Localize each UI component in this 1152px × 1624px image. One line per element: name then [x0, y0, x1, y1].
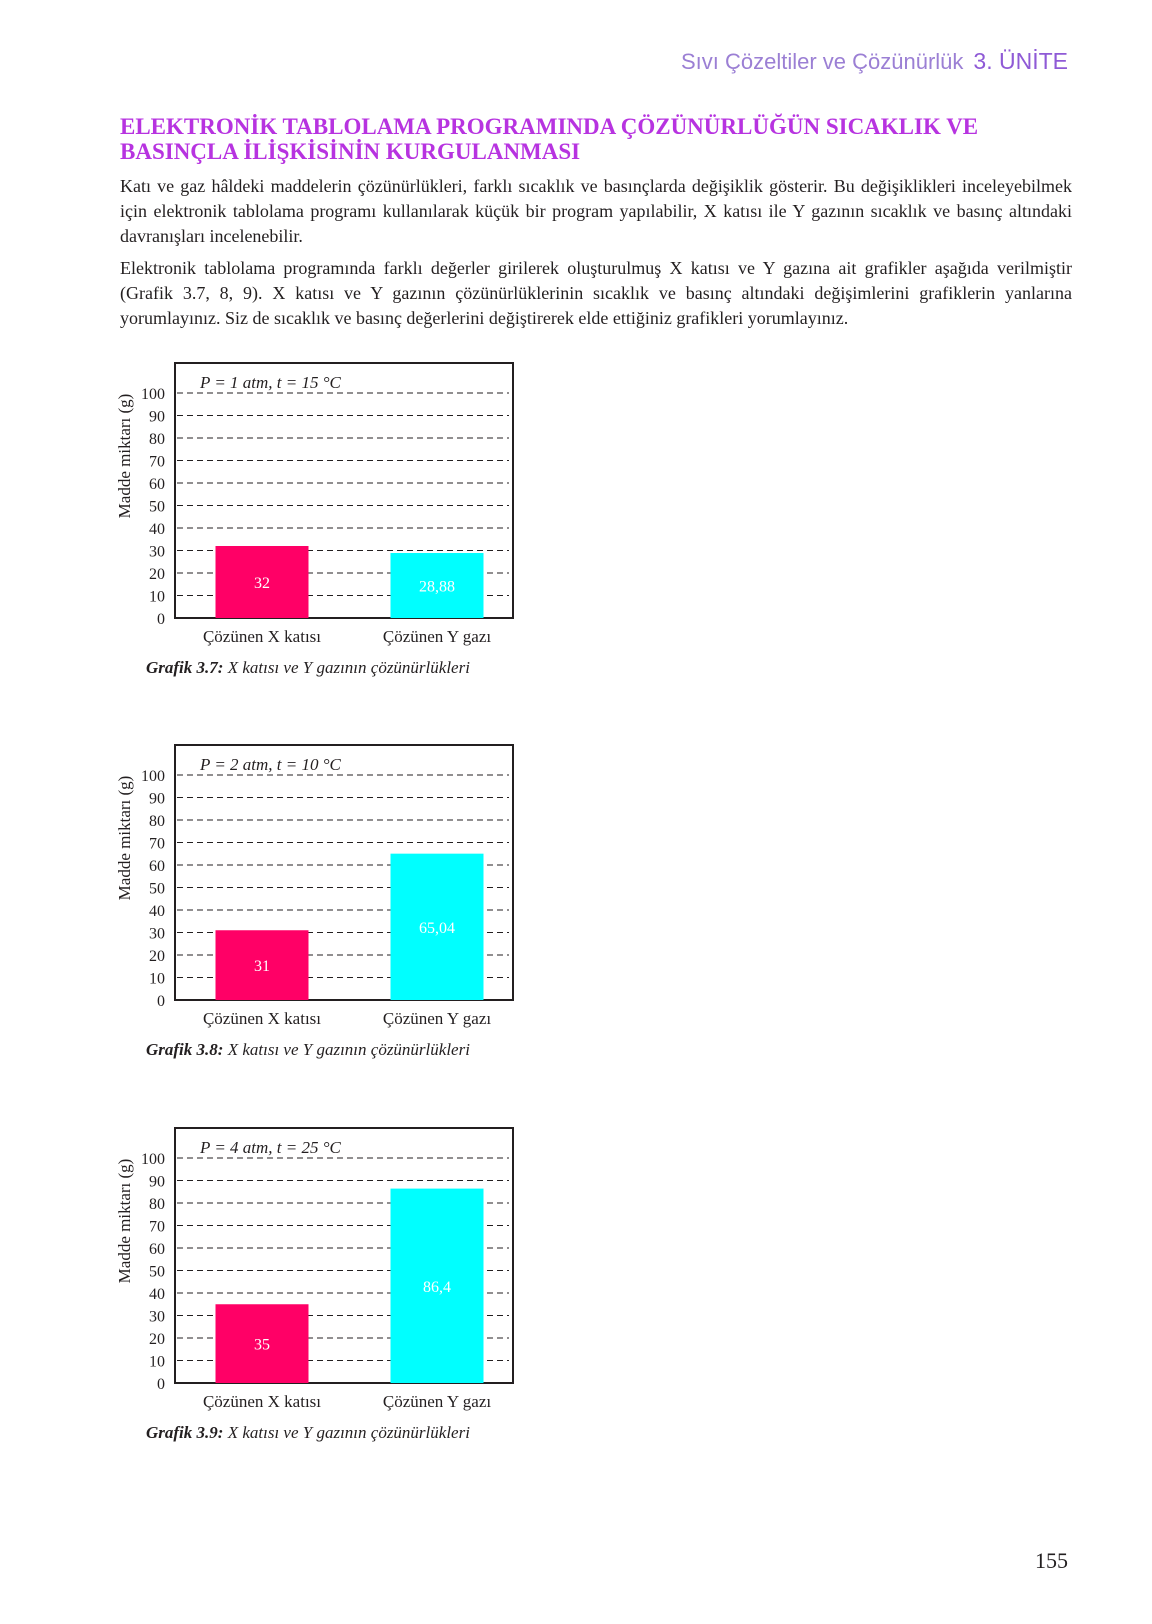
y-tick-label: 70: [149, 453, 165, 471]
x-tick-label: Çözünen Y gazı: [382, 1392, 492, 1411]
y-tick-label: 40: [149, 521, 165, 538]
x-tick-label: Çözünen X katısı: [202, 1009, 322, 1028]
y-tick-label: 0: [157, 993, 165, 1010]
bar-chart-3-8: [110, 738, 540, 1078]
data-label: 31: [254, 958, 270, 976]
chart-title: P = 4 atm, t = 25 °C: [200, 1138, 341, 1157]
y-tick-label: 0: [157, 611, 165, 628]
bar-chart-3-9: [110, 1121, 540, 1461]
y-axis-label: Madde miktarı (g): [115, 775, 134, 901]
x-tick-label: Çözünen Y gazı: [382, 627, 492, 646]
y-axis-label: Madde miktarı (g): [115, 1158, 134, 1284]
y-tick-label: 70: [149, 835, 165, 853]
y-tick-label: 60: [149, 1241, 165, 1258]
y-tick-label: 0: [157, 1376, 165, 1393]
chart-caption-3-8: [146, 1040, 470, 1060]
instruction-paragraph: Elektronik tablolama programında farklı değerler girilerek oluşturulmuş X katısı ve Y gazına ait grafikler aşağıda verilmiştir (Grafik 3.7, 8, 9). X katısı ve Y gazının çözünürlüklerinin sıcaklık ve basınç altındaki değişimlerini grafiklerin yanlarına yorumlayınız. Siz de sıcaklık ve basınç değerlerini değiştirerek elde ettiğiniz grafikleri yorumlayınız.: [120, 258, 1072, 328]
caption-label: Grafik 3.8:: [146, 1040, 224, 1059]
caption-label: Grafik 3.7:: [146, 658, 224, 677]
y-tick-label: 30: [149, 1308, 165, 1326]
y-tick-label: 80: [149, 431, 165, 448]
y-tick-label: 40: [149, 903, 165, 920]
data-label: 28,88: [419, 578, 455, 596]
x-tick-label: Çözünen X katısı: [202, 627, 322, 646]
y-tick-label: 50: [149, 498, 165, 516]
data-label: 86,4: [423, 1278, 451, 1296]
y-tick-label: 10: [149, 970, 165, 988]
caption-text: X katısı ve Y gazının çözünürlükleri: [227, 1423, 470, 1442]
chart-caption-3-7: [146, 658, 470, 678]
page-number: 155: [1035, 1548, 1068, 1573]
y-tick-label: 30: [149, 925, 165, 943]
intro-paragraph: Katı ve gaz hâldeki maddelerin çözünürlükleri, farklı sıcaklık ve basınçlarda değişiklik gösterir. Bu değişiklikleri inceleyebilmek için elektronik tablolama programı kullanılarak küçük bir program yapılabilir, X katısı ile Y gazının sıcaklık ve basınç altındaki davranışları incelenebilir.: [120, 176, 1072, 246]
y-tick-label: 100: [141, 386, 165, 403]
y-tick-label: 30: [149, 543, 165, 561]
y-tick-label: 50: [149, 880, 165, 898]
y-tick-label: 80: [149, 813, 165, 830]
caption-text: X katısı ve Y gazının çözünürlükleri: [227, 658, 470, 677]
data-label: 65,04: [419, 919, 455, 937]
y-tick-label: 60: [149, 858, 165, 875]
caption-text: X katısı ve Y gazının çözünürlükleri: [227, 1040, 470, 1059]
y-axis-label: Madde miktarı (g): [115, 393, 134, 519]
chart-title: P = 2 atm, t = 10 °C: [200, 755, 341, 774]
y-tick-label: 90: [149, 790, 165, 808]
section-title: ELEKTRONİK TABLOLAMA PROGRAMINDA ÇÖZÜNÜRLÜĞÜN SICAKLIK VE BASINÇLA İLİŞKİSİNİN KURGULANMASI: [120, 114, 979, 164]
y-tick-label: 50: [149, 1263, 165, 1281]
unit-label: 3. ÜNİTE: [973, 48, 1068, 74]
chart-title: P = 1 atm, t = 15 °C: [200, 373, 341, 392]
y-tick-label: 90: [149, 1173, 165, 1191]
bar-chart-3-7: [110, 356, 540, 696]
y-tick-label: 20: [149, 948, 165, 965]
y-tick-label: 90: [149, 408, 165, 426]
y-tick-label: 60: [149, 476, 165, 493]
y-tick-label: 10: [149, 588, 165, 606]
caption-label: Grafik 3.9:: [146, 1423, 224, 1442]
y-tick-label: 100: [141, 768, 165, 785]
y-tick-label: 20: [149, 1331, 165, 1348]
y-tick-label: 10: [149, 1353, 165, 1371]
chart-caption-3-9: [146, 1423, 470, 1443]
running-header: [681, 48, 1068, 75]
y-tick-label: 70: [149, 1218, 165, 1236]
x-tick-label: Çözünen Y gazı: [382, 1009, 492, 1028]
data-label: 35: [254, 1336, 270, 1354]
x-tick-label: Çözünen X katısı: [202, 1392, 322, 1411]
y-tick-label: 100: [141, 1151, 165, 1168]
y-tick-label: 80: [149, 1196, 165, 1213]
y-tick-label: 20: [149, 566, 165, 583]
y-tick-label: 40: [149, 1286, 165, 1303]
chapter-title: Sıvı Çözeltiler ve Çözünürlük: [680, 49, 964, 74]
data-label: 32: [254, 575, 270, 592]
